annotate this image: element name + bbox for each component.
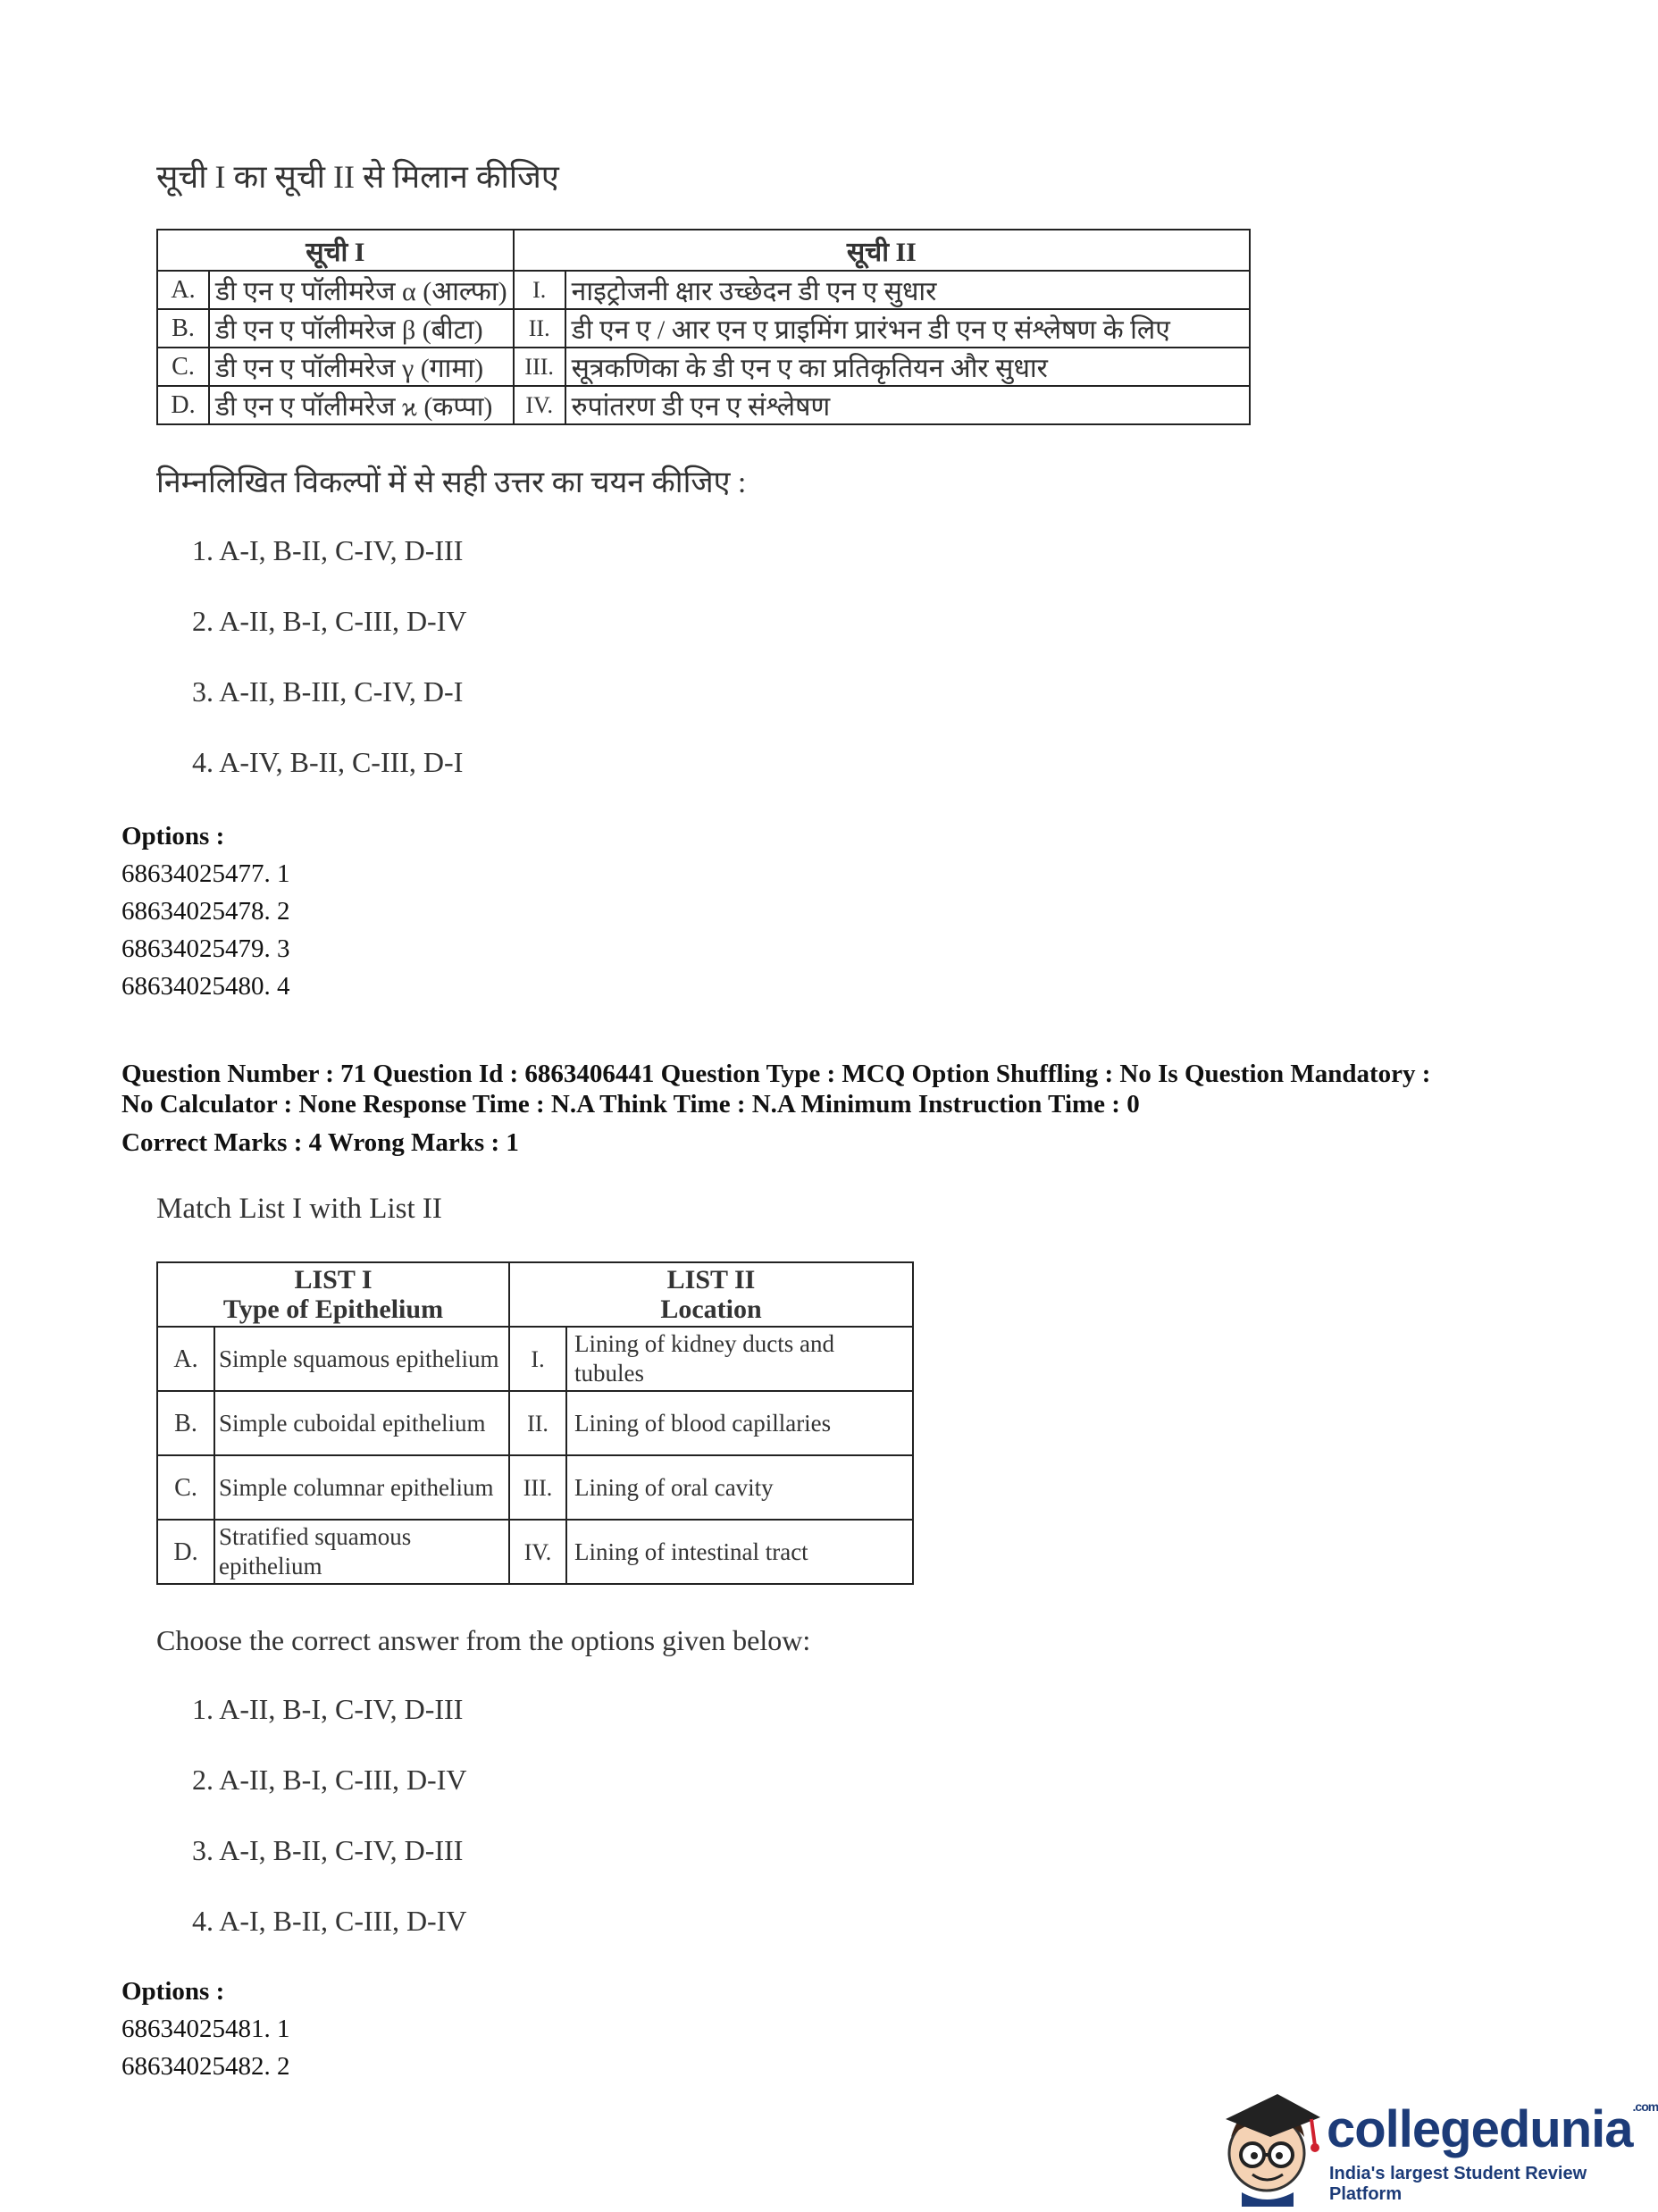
- english-choice-4: 4. A-I, B-II, C-III, D-IV: [192, 1905, 467, 1937]
- row-numeral: II.: [514, 309, 565, 348]
- english-list2-header: [509, 1262, 913, 1327]
- option-line: 68634025480. 4: [121, 972, 290, 1001]
- row-label: D.: [157, 386, 209, 424]
- list1-header-title: LIST I: [294, 1265, 373, 1295]
- english-match-table: [156, 1261, 914, 1585]
- row-label: C.: [157, 1455, 214, 1520]
- english-choice-3: 3. A-I, B-II, C-IV, D-III: [192, 1834, 464, 1866]
- logo-suffix: .com: [1632, 2099, 1658, 2114]
- list1-item: डी एन ए पॉलीमरेज γ (गामा): [209, 348, 514, 386]
- list1-item: डी एन ए पॉलीमरेज ϰ (कप्पा): [209, 386, 514, 424]
- logo-tagline: India's largest Student Review Platform: [1329, 2164, 1587, 2204]
- row-numeral: I.: [509, 1327, 566, 1391]
- list2-item: रुपांतरण डी एन ए संश्लेषण: [565, 386, 1250, 424]
- option-line: 68634025477. 1: [121, 859, 290, 888]
- list1-header-subtitle: Type of Epithelium: [222, 1295, 444, 1324]
- mascot-icon: [1215, 2082, 1327, 2207]
- list2-item: Lining of intestinal tract: [566, 1520, 913, 1584]
- list2-header-title: LIST II: [666, 1265, 756, 1295]
- list2-header-subtitle: Location: [660, 1295, 762, 1324]
- option-line: 68634025481. 1: [121, 2015, 290, 2043]
- options-heading: Options :: [121, 1977, 225, 2006]
- collegedunia-logo[interactable]: [1215, 2082, 1658, 2207]
- list1-item: डी एन ए पॉलीमरेज α (आल्फा): [209, 271, 514, 309]
- row-label: C.: [157, 348, 209, 386]
- row-label: B.: [157, 309, 209, 348]
- hindi-list1-header: सूची I: [157, 230, 514, 271]
- hindi-list2-header: सूची II: [514, 230, 1250, 271]
- hindi-question-title: सूची I का सूची II से मिलान कीजिए: [156, 159, 559, 195]
- logo-text: collegedunia: [1327, 2100, 1633, 2158]
- list2-item: Lining of kidney ducts and tubules: [566, 1327, 913, 1391]
- english-choice-2: 2. A-II, B-I, C-III, D-IV: [192, 1764, 467, 1796]
- english-question-title: Match List I with List II: [156, 1193, 442, 1225]
- hindi-choice-1: 1. A-I, B-II, C-IV, D-III: [192, 534, 464, 566]
- option-line: 68634025479. 3: [121, 934, 290, 963]
- table-row: [157, 386, 1250, 424]
- english-list1-header: [157, 1262, 509, 1327]
- list1-item: Simple squamous epithelium: [214, 1327, 509, 1391]
- hindi-choice-4: 4. A-IV, B-II, C-III, D-I: [192, 746, 464, 778]
- question-meta-line-2: No Calculator : None Response Time : N.A Think Time : N.A Minimum Instruction Time : 0: [121, 1090, 1140, 1119]
- table-row: [157, 271, 1250, 309]
- hindi-match-table: [156, 229, 1251, 425]
- row-numeral: IV.: [509, 1520, 566, 1584]
- table-row: [157, 1455, 913, 1520]
- list2-item: Lining of oral cavity: [566, 1455, 913, 1520]
- row-label: D.: [157, 1520, 214, 1584]
- list1-item: डी एन ए पॉलीमरेज β (बीटा): [209, 309, 514, 348]
- question-meta-line-1: Question Number : 71 Question Id : 6863406441 Question Type : MCQ Option Shuffling : No Is Question Mandatory :: [121, 1060, 1431, 1088]
- logo-wordmark: [1327, 2099, 1658, 2159]
- row-label: A.: [157, 1327, 214, 1391]
- table-row: [157, 348, 1250, 386]
- list2-item: नाइट्रोजनी क्षार उच्छेदन डी एन ए सुधार: [565, 271, 1250, 309]
- row-label: B.: [157, 1391, 214, 1455]
- hindi-prompt: निम्नलिखित विकल्पों में से सही उत्तर का चयन कीजिए :: [156, 466, 747, 499]
- table-row: [157, 309, 1250, 348]
- option-line: 68634025482. 2: [121, 2052, 290, 2081]
- table-row: [157, 1391, 913, 1455]
- list2-item: डी एन ए / आर एन ए प्राइमिंग प्रारंभन डी एन ए संश्लेषण के लिए: [565, 309, 1250, 348]
- list1-item: Simple columnar epithelium: [214, 1455, 509, 1520]
- table-row: [157, 1520, 913, 1584]
- question-marks-line: Correct Marks : 4 Wrong Marks : 1: [121, 1128, 519, 1157]
- options-heading: Options :: [121, 822, 225, 850]
- table-header-row: [157, 1262, 913, 1327]
- list1-item: Stratified squamous epithelium: [214, 1520, 509, 1584]
- list2-item: सूत्रकणिका के डी एन ए का प्रतिकृतियन और सुधार: [565, 348, 1250, 386]
- row-label: A.: [157, 271, 209, 309]
- table-row: [157, 1327, 913, 1391]
- row-numeral: II.: [509, 1391, 566, 1455]
- table-header-row: [157, 230, 1250, 271]
- hindi-choice-2: 2. A-II, B-I, C-III, D-IV: [192, 605, 467, 637]
- row-numeral: I.: [514, 271, 565, 309]
- english-choice-1: 1. A-II, B-I, C-IV, D-III: [192, 1693, 464, 1725]
- hindi-choice-3: 3. A-II, B-III, C-IV, D-I: [192, 675, 464, 708]
- list2-item: Lining of blood capillaries: [566, 1391, 913, 1455]
- row-numeral: IV.: [514, 386, 565, 424]
- row-numeral: III.: [509, 1455, 566, 1520]
- english-prompt: Choose the correct answer from the options given below:: [156, 1624, 811, 1656]
- option-line: 68634025478. 2: [121, 897, 290, 926]
- list1-item: Simple cuboidal epithelium: [214, 1391, 509, 1455]
- row-numeral: III.: [514, 348, 565, 386]
